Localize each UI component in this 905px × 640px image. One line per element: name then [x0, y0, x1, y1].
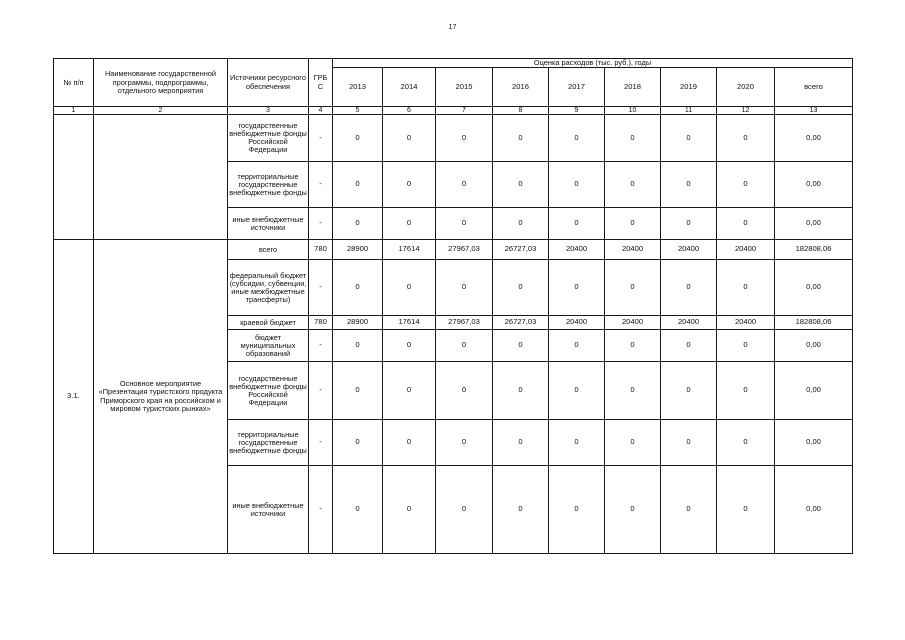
grbs-cell: -	[309, 115, 333, 162]
value-cell: 0	[661, 420, 717, 466]
value-cell: 0	[717, 260, 775, 316]
value-cell: 26727,03	[493, 316, 549, 330]
page-number: 17	[448, 24, 457, 31]
measure-name: Основное мероприятие «Презентация туристского продукта Приморского края на российском и мировом туристских рынках»	[94, 240, 228, 554]
source-cell: территориальные государственные внебюджетные фонды	[228, 420, 309, 466]
value-cell: 0	[436, 162, 493, 208]
value-cell: 0	[605, 330, 661, 362]
value-cell: 0,00	[775, 466, 853, 554]
value-cell: 0,00	[775, 330, 853, 362]
measure-number: 3.1.	[54, 240, 94, 554]
value-cell: 182808,06	[775, 316, 853, 330]
header-year: 2014	[383, 68, 436, 107]
header-name: Наименование государственной программы, подпрограммы, отдельного мероприятия	[94, 59, 228, 107]
value-cell: 27967,03	[436, 240, 493, 260]
grbs-cell: -	[309, 420, 333, 466]
value-cell: 0	[549, 208, 605, 240]
source-cell: иные внебюджетные источники	[228, 466, 309, 554]
value-cell: 0	[333, 330, 383, 362]
value-cell: 182808,06	[775, 240, 853, 260]
column-number: 2	[94, 107, 228, 115]
value-cell: 27967,03	[436, 316, 493, 330]
column-number: 11	[661, 107, 717, 115]
value-cell: 0	[383, 362, 436, 420]
value-cell: 0	[493, 162, 549, 208]
grbs-cell: -	[309, 208, 333, 240]
grbs-cell: 780	[309, 316, 333, 330]
value-cell: 0	[661, 466, 717, 554]
value-cell: 0	[717, 208, 775, 240]
value-cell: 0	[549, 420, 605, 466]
value-cell: 0	[333, 466, 383, 554]
header-year: 2019	[661, 68, 717, 107]
source-cell: территориальные государственные внебюджетные фонды	[228, 162, 309, 208]
value-cell: 20400	[549, 240, 605, 260]
value-cell: 0,00	[775, 420, 853, 466]
value-cell: 0	[383, 162, 436, 208]
grbs-cell: -	[309, 466, 333, 554]
value-cell: 0	[605, 260, 661, 316]
value-cell: 0,00	[775, 208, 853, 240]
value-cell: 0	[436, 260, 493, 316]
value-cell: 0	[333, 362, 383, 420]
value-cell: 20400	[661, 240, 717, 260]
value-cell: 0	[717, 115, 775, 162]
column-number: 13	[775, 107, 853, 115]
value-cell: 17614	[383, 240, 436, 260]
value-cell: 20400	[661, 316, 717, 330]
value-cell: 0	[436, 420, 493, 466]
value-cell: 0	[605, 362, 661, 420]
table-body	[54, 107, 853, 554]
value-cell: 0	[605, 162, 661, 208]
value-cell: 0	[383, 466, 436, 554]
table-row	[54, 240, 853, 260]
value-cell: 0	[333, 260, 383, 316]
value-cell: 20400	[717, 240, 775, 260]
header-expense-group: Оценка расходов (тыс. руб.), годы	[333, 59, 853, 68]
column-number: 7	[436, 107, 493, 115]
value-cell: 0	[436, 362, 493, 420]
value-cell: 0	[333, 162, 383, 208]
column-number: 9	[549, 107, 605, 115]
value-cell: 28900	[333, 316, 383, 330]
value-cell: 20400	[605, 240, 661, 260]
value-cell: 0	[383, 420, 436, 466]
source-cell: всего	[228, 240, 309, 260]
header-source: Источники ресурсного обеспечения	[228, 59, 309, 107]
value-cell: 0,00	[775, 260, 853, 316]
grbs-cell: -	[309, 362, 333, 420]
grbs-cell: -	[309, 330, 333, 362]
value-cell: 0,00	[775, 115, 853, 162]
value-cell: 0	[717, 420, 775, 466]
value-cell: 20400	[717, 316, 775, 330]
value-cell: 0	[436, 466, 493, 554]
grbs-cell: 780	[309, 240, 333, 260]
header-year: 2013	[333, 68, 383, 107]
column-number: 10	[605, 107, 661, 115]
value-cell: 0	[383, 260, 436, 316]
source-cell: иные внебюджетные источники	[228, 208, 309, 240]
column-number: 1	[54, 107, 94, 115]
value-cell: 0	[436, 208, 493, 240]
value-cell: 0	[661, 330, 717, 362]
value-cell: 0	[493, 362, 549, 420]
header-year: 2018	[605, 68, 661, 107]
value-cell: 0	[493, 260, 549, 316]
value-cell: 0	[493, 420, 549, 466]
value-cell: 0	[549, 260, 605, 316]
value-cell: 0	[493, 466, 549, 554]
header-year: 2017	[549, 68, 605, 107]
value-cell: 0	[333, 208, 383, 240]
value-cell: 0	[661, 208, 717, 240]
value-cell: 0	[605, 466, 661, 554]
value-cell: 0	[383, 115, 436, 162]
value-cell: 20400	[605, 316, 661, 330]
column-number: 8	[493, 107, 549, 115]
value-cell: 0	[717, 362, 775, 420]
value-cell: 0	[493, 208, 549, 240]
column-number: 6	[383, 107, 436, 115]
value-cell: 0	[493, 115, 549, 162]
header-year: всего	[775, 68, 853, 107]
value-cell: 0,00	[775, 362, 853, 420]
value-cell: 0	[549, 115, 605, 162]
grbs-cell: -	[309, 260, 333, 316]
table-header	[54, 59, 853, 107]
value-cell: 0	[717, 162, 775, 208]
value-cell: 0	[383, 330, 436, 362]
value-cell: 0	[549, 162, 605, 208]
column-number: 3	[228, 107, 309, 115]
value-cell: 17614	[383, 316, 436, 330]
value-cell: 0	[549, 466, 605, 554]
value-cell: 0	[605, 115, 661, 162]
source-cell: краевой бюджет	[228, 316, 309, 330]
header-year: 2020	[717, 68, 775, 107]
value-cell: 0	[436, 115, 493, 162]
source-cell: бюджет муниципальных образований	[228, 330, 309, 362]
value-cell: 20400	[549, 316, 605, 330]
table-row	[54, 115, 853, 162]
value-cell: 0	[333, 420, 383, 466]
value-cell: 0	[436, 330, 493, 362]
header-no: № п/п	[54, 59, 94, 107]
value-cell: 0	[549, 330, 605, 362]
budget-table	[53, 58, 853, 554]
value-cell: 0	[493, 330, 549, 362]
value-cell: 0	[717, 466, 775, 554]
continued-number-cell	[54, 115, 94, 240]
source-cell: федеральный бюджет (субсидии, субвенции, иные межбюджетные трансферты)	[228, 260, 309, 316]
column-numbers-row	[54, 107, 853, 115]
value-cell: 0	[605, 420, 661, 466]
column-number: 12	[717, 107, 775, 115]
value-cell: 0	[661, 362, 717, 420]
value-cell: 0,00	[775, 162, 853, 208]
continued-name-cell	[94, 115, 228, 240]
value-cell: 0	[333, 115, 383, 162]
column-number: 4	[309, 107, 333, 115]
source-cell: государственные внебюджетные фонды Российской Федерации	[228, 115, 309, 162]
source-cell: государственные внебюджетные фонды Российской Федерации	[228, 362, 309, 420]
column-number: 5	[333, 107, 383, 115]
value-cell: 28900	[333, 240, 383, 260]
header-year: 2016	[493, 68, 549, 107]
value-cell: 0	[661, 115, 717, 162]
value-cell: 0	[549, 362, 605, 420]
header-year: 2015	[436, 68, 493, 107]
value-cell: 0	[717, 330, 775, 362]
header-grbs: ГРБ С	[309, 59, 333, 107]
value-cell: 0	[661, 260, 717, 316]
value-cell: 0	[383, 208, 436, 240]
grbs-cell: -	[309, 162, 333, 208]
value-cell: 0	[605, 208, 661, 240]
value-cell: 0	[661, 162, 717, 208]
value-cell: 26727,03	[493, 240, 549, 260]
